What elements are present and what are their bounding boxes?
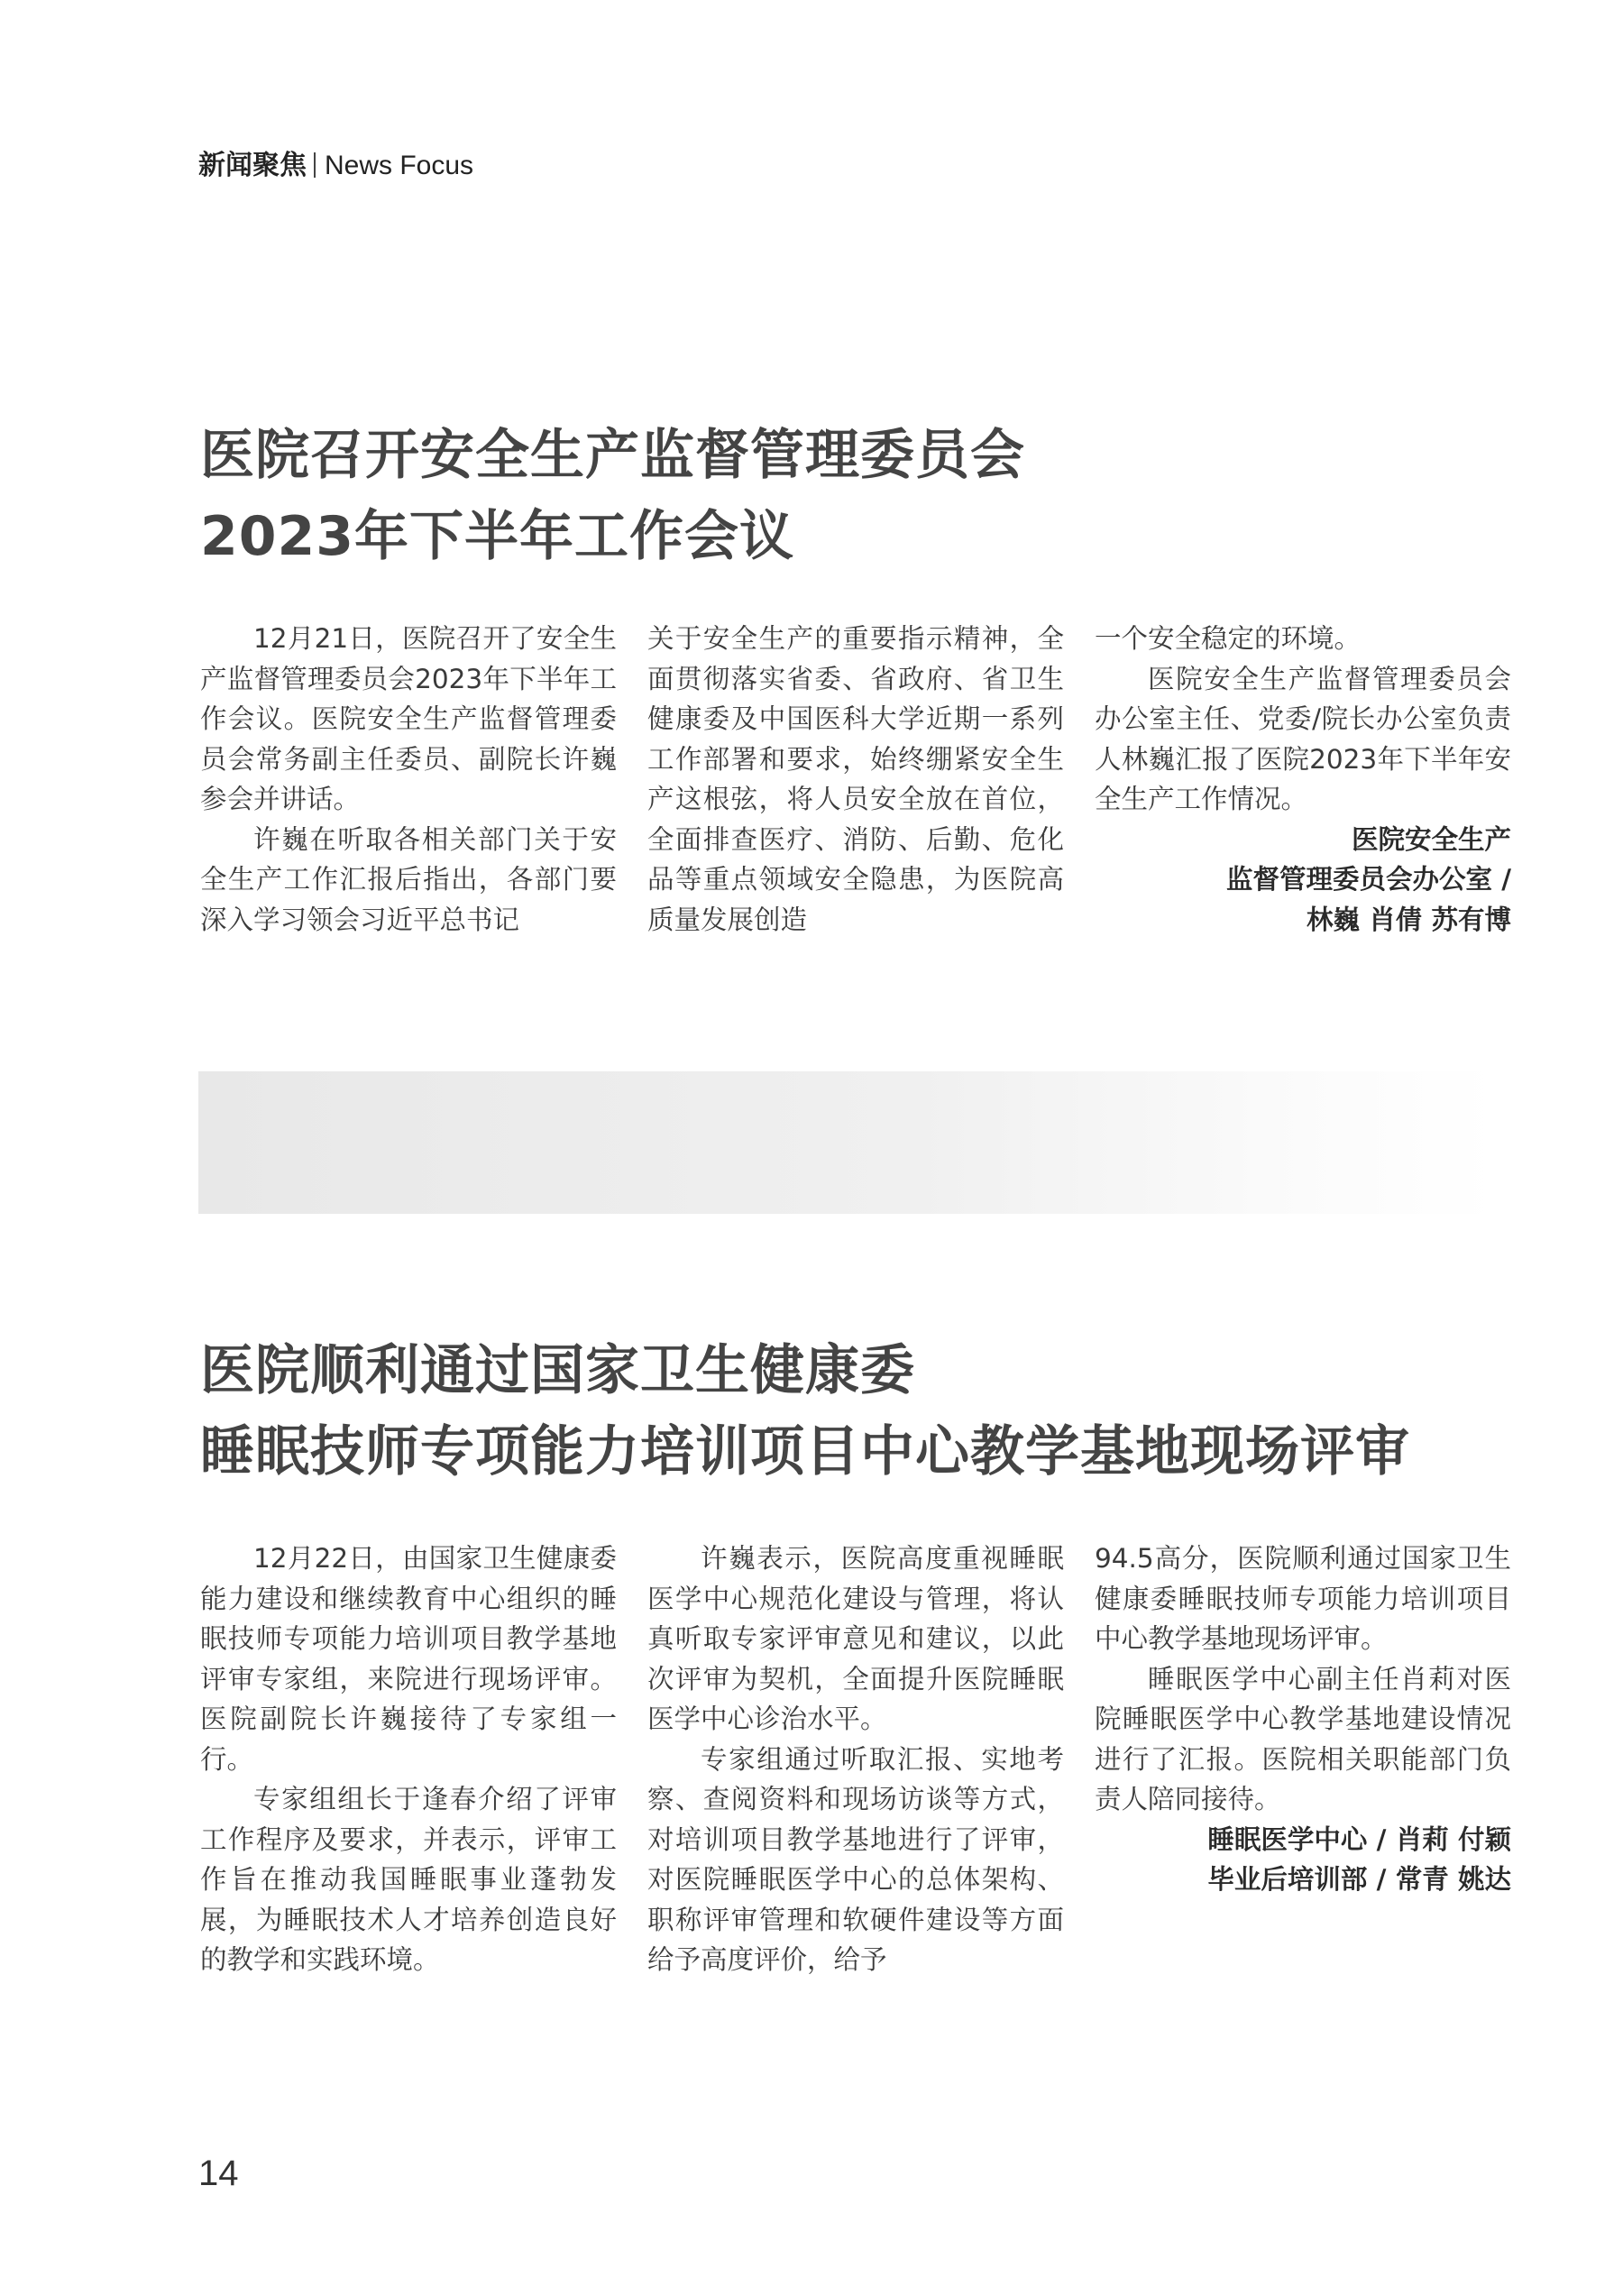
article-1-title-line: 医院召开安全生产监督管理委员会 bbox=[200, 424, 1025, 487]
article-1-credits bbox=[1095, 820, 1511, 941]
article-1-column-2 bbox=[647, 619, 1064, 940]
paragraph: 12月22日，由国家卫生健康委能力建设和继续教育中心组织的睡眠技师专项能力培训项目教学基地评审专家组，来院进行现场评审。医院副院长许巍接待了专家组一行。 bbox=[200, 1543, 617, 1775]
credit-line: 医院安全生产 bbox=[1351, 823, 1511, 855]
article-2-column-1 bbox=[200, 1538, 617, 1980]
article-2-column-3 bbox=[1095, 1538, 1511, 1900]
credit-line: 林巍 肖倩 苏有博 bbox=[1306, 904, 1511, 935]
page-number: 14 bbox=[198, 2154, 239, 2193]
article-2-title-line: 睡眠技师专项能力培训项目中心教学基地现场评审 bbox=[200, 1420, 1410, 1483]
paragraph: 一个安全稳定的环境。 bbox=[1095, 623, 1362, 654]
paragraph: 专家组组长于逢春介绍了评审工作程序及要求，并表示，评审工作旨在推动我国睡眠事业蓬勃发展，为睡眠技术人才培养创造良好的教学和实践环境。 bbox=[200, 1784, 617, 1975]
paragraph: 关于安全生产的重要指示精神，全面贯彻落实省委、省政府、省卫生健康委及中国医科大学近期一系列工作部署和要求，始终绷紧安全生产这根弦，将人员安全放在首位，全面排查医疗、消防、后勤、危化品等重点领域安全隐患，为医院高质量发展创造 bbox=[647, 623, 1064, 935]
article-1-title bbox=[200, 415, 1025, 577]
paragraph: 专家组通过听取汇报、实地考察、查阅资料和现场访谈等方式，对培训项目教学基地进行了评审，对医院睡眠医学中心的总体架构、职称评审管理和软硬件建设等方面给予高度评价，给予 bbox=[647, 1743, 1064, 1975]
section-title-zh: 新闻聚焦 bbox=[198, 150, 307, 181]
article-1-title-line: 2023年下半年工作会议 bbox=[200, 505, 794, 568]
paragraph: 医院安全生产监督管理委员会办公室主任、党委/院长办公室负责人林巍汇报了医院2023年下半年安全生产工作情况。 bbox=[1095, 663, 1511, 814]
article-2-title-line: 医院顺利通过国家卫生健康委 bbox=[200, 1339, 915, 1402]
section-title-en: News Focus bbox=[325, 151, 474, 180]
credit-line: 睡眠医学中心 / 肖莉 付颖 bbox=[1207, 1823, 1511, 1855]
credit-line: 毕业后培训部 / 常青 姚达 bbox=[1207, 1864, 1511, 1895]
article-2-title bbox=[200, 1330, 1410, 1492]
credit-line: 监督管理委员会办公室 / bbox=[1225, 864, 1511, 895]
section-divider bbox=[314, 152, 316, 178]
paragraph: 94.5高分，医院顺利通过国家卫生健康委睡眠技师专项能力培训项目中心教学基地现场评审。 bbox=[1095, 1543, 1511, 1654]
section-header bbox=[198, 142, 473, 182]
paragraph: 许巍在听取各相关部门关于安全生产工作汇报后指出，各部门要深入学习领会习近平总书记 bbox=[200, 823, 617, 935]
paragraph: 许巍表示，医院高度重视睡眠医学中心规范化建设与管理，将认真听取专家评审意见和建议，以此次评审为契机，全面提升医院睡眠医学中心诊治水平。 bbox=[647, 1543, 1064, 1734]
article-1-column-3 bbox=[1095, 619, 1511, 940]
article-2-column-2 bbox=[647, 1538, 1064, 1980]
article-2-credits bbox=[1095, 1820, 1511, 1900]
gray-banner bbox=[198, 1071, 1497, 1214]
paragraph: 12月21日，医院召开了安全生产监督管理委员会2023年下半年工作会议。医院安全生产监督管理委员会常务副主任委员、副院长许巍参会并讲话。 bbox=[200, 623, 617, 814]
article-1-column-1 bbox=[200, 619, 617, 940]
paragraph: 睡眠医学中心副主任肖莉对医院睡眠医学中心教学基地建设情况进行了汇报。医院相关职能部门负责人陪同接待。 bbox=[1095, 1663, 1511, 1814]
